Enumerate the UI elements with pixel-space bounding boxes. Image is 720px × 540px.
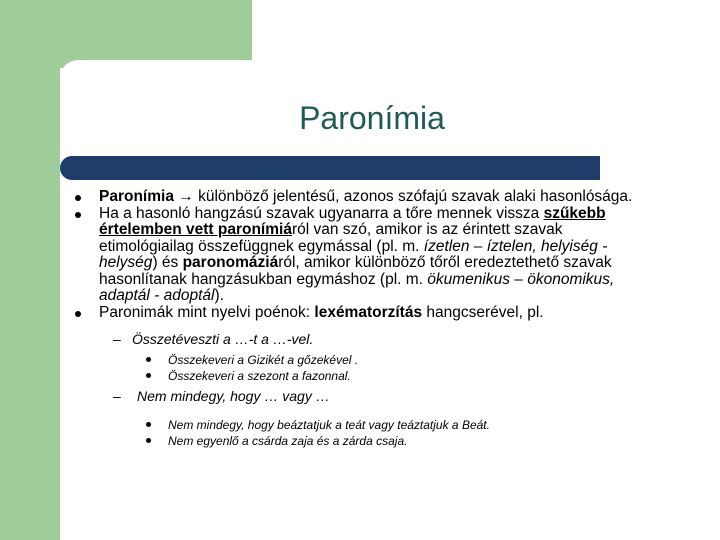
left-green-band <box>0 0 60 540</box>
example-text: Nem mindegy, hogy beáztatjuk a teát vagy teáztatjuk a Beát. <box>168 418 490 432</box>
bullet-text: ). <box>214 287 224 304</box>
bullet-text: különböző jelentésű, azonos szófajú szavak alaki hasonlósága. <box>193 188 633 205</box>
example-text: ökumenikus – ökonomikus, adaptál - adoptál <box>99 270 615 304</box>
bullet-item <box>75 189 645 206</box>
bullet-item <box>75 305 645 322</box>
bullet-dot-icon <box>75 311 81 317</box>
bullet-text: hangcserével, pl. <box>422 303 544 321</box>
arrow-right-icon: → <box>178 188 194 205</box>
bold-term: paronomáziá <box>182 254 279 271</box>
bold-term: szűkebb értelemben vett paronímiá <box>99 204 606 238</box>
bullet-dot-icon <box>75 195 81 201</box>
sub-sub-bullet <box>75 433 645 449</box>
bullet-item <box>75 206 645 305</box>
bold-term: lexématorzítás <box>314 303 423 321</box>
bullet-dot-icon <box>146 357 151 362</box>
bullet-dot-icon <box>146 373 151 378</box>
term-paronimia: Paronímia <box>99 188 174 205</box>
bullet-dot-icon <box>146 422 151 427</box>
slide-content <box>75 189 645 449</box>
bullet-text: ) és <box>152 254 183 271</box>
dash-icon: – <box>113 331 121 347</box>
sub-bullet <box>75 332 645 347</box>
example-text: Összekeveri a Gizikét a gőzekével . <box>168 353 359 367</box>
dash-icon: – <box>113 388 121 404</box>
sub-sub-bullet <box>75 352 645 368</box>
example-text: ízetlen – íztelen, helyiség - helység <box>99 237 608 271</box>
sub-sub-bullet <box>75 417 645 433</box>
top-green-block <box>0 0 252 68</box>
bullet-text: Ha a hasonló hangzású szavak ugyanarra a tőre mennek vissza <box>99 204 544 222</box>
sub-sub-bullet <box>75 368 645 384</box>
bullet-dot-icon <box>146 438 151 443</box>
title-underline-bar <box>60 156 600 180</box>
bullet-text: Paronimák mint nyelvi poénok: <box>99 303 315 321</box>
sub-bullet-text: Nem mindegy, hogy … vagy … <box>137 388 330 404</box>
bullet-text: ról van szó, amikor is az érintett szavak etimológiailag összefüggnek egymással (pl. m. <box>99 221 563 255</box>
slide-title: Paronímia <box>299 100 445 136</box>
bullet-text: ról, amikor különböző tőről eredeztethető szavak hasonlítanak hangzásukban egymáshoz (pl. m. <box>99 254 612 288</box>
sub-bullet <box>75 389 645 404</box>
example-text: Összekeveri a szezont a fazonnal. <box>168 369 351 383</box>
bullet-dot-icon <box>75 212 81 218</box>
sub-bullet-text: Összetéveszti a …-t a …-vel. <box>132 331 314 347</box>
example-text: Nem egyenlő a csárda zaja és a zárda csaja. <box>168 434 408 448</box>
